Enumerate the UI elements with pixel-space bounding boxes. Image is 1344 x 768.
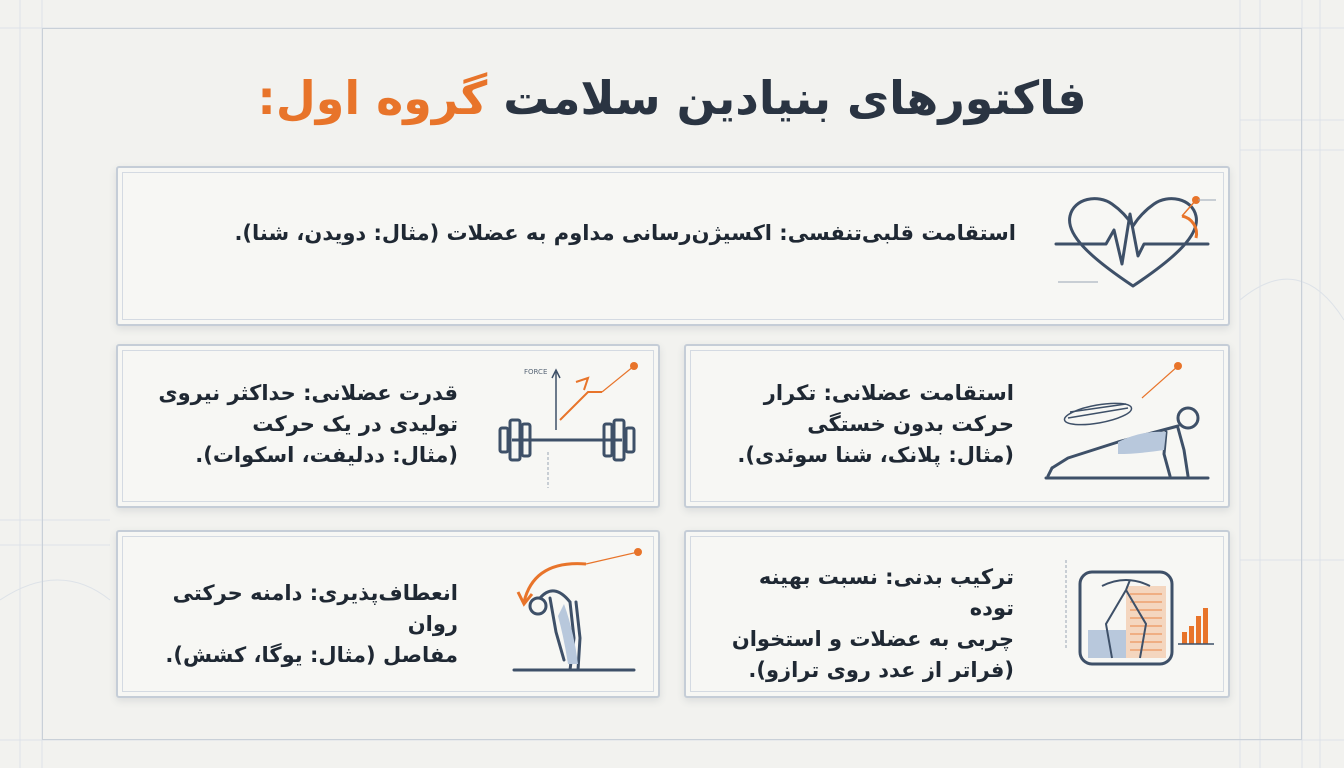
card-cardio-line-1: استقامت قلبی‌تنفسی: اکسیژن‌رسانی مداوم به عضلات (مثال: دویدن، شنا). — [234, 221, 1016, 245]
card-composition-text — [714, 562, 1014, 686]
card-composition-line-1: ترکیب بدنی: نسبت بهینه توده — [758, 565, 1014, 620]
title-text: فاکتورهای بنیادین سلامت — [503, 71, 1087, 125]
card-cardio-text — [166, 218, 1016, 249]
card-flexibility-text — [138, 578, 458, 671]
heart-pulse-icon — [1048, 186, 1218, 304]
card-flexibility — [116, 530, 660, 698]
barbell-icon — [492, 360, 642, 492]
card-flexibility-line-2: مفاصل (مثال: یوگا، کشش). — [165, 643, 458, 667]
force-label: FORCE — [524, 368, 548, 376]
card-strength-line-1: قدرت عضلانی: حداکثر نیروی — [158, 381, 458, 405]
card-strength-line-3: (مثال: ددلیفت، اسکوات). — [195, 443, 458, 467]
card-composition-line-2: چربی به عضلات و استخوان — [731, 627, 1014, 651]
title-accent: گروه اول: — [257, 71, 488, 125]
card-body-composition — [684, 530, 1230, 698]
card-composition-line-3: (فراتر از عدد روی ترازو). — [748, 658, 1014, 682]
card-endurance-line-2: حرکت بدون خستگی — [807, 412, 1014, 436]
card-muscular-endurance — [684, 344, 1230, 508]
card-strength-line-2: تولیدی در یک حرکت — [252, 412, 458, 436]
card-strength-text — [138, 378, 458, 471]
card-flexibility-line-1: انعطاف‌پذیری: دامنه حرکتی روان — [172, 581, 458, 636]
card-cardio-endurance — [116, 166, 1230, 326]
plank-figure-icon — [1038, 358, 1218, 494]
card-endurance-text — [714, 378, 1014, 471]
card-muscular-strength — [116, 344, 660, 508]
card-endurance-line-1: استقامت عضلانی: تکرار — [763, 381, 1014, 405]
forward-bend-figure-icon — [504, 542, 644, 682]
card-endurance-line-3: (مثال: پلانک، شنا سوئدی). — [737, 443, 1014, 467]
body-scale-icon — [1058, 550, 1228, 682]
page-title — [200, 60, 1144, 136]
